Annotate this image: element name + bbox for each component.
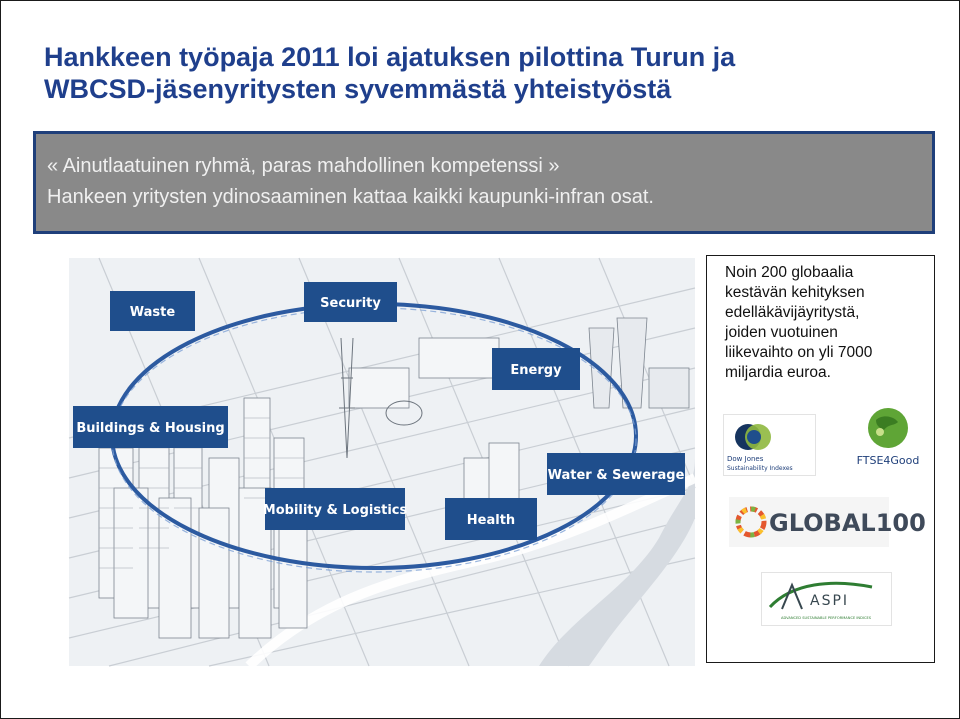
global100-wheel-icon: [729, 497, 926, 547]
svg-text:Mobility & Logistics: Mobility & Logistics: [262, 503, 408, 518]
city-infrastructure-diagram: [69, 258, 695, 666]
dow-jones-circles-icon: [724, 415, 815, 475]
svg-text:GLOBAL100: GLOBAL100: [769, 509, 926, 537]
ftse-globe-icon: [850, 406, 927, 468]
panel-text-line: liikevaihto on yli 7000: [725, 344, 873, 361]
city-illustration: [69, 258, 695, 666]
label-health: [445, 498, 537, 540]
label-buildings: [73, 406, 228, 448]
svg-text:Water & Sewerage: Water & Sewerage: [547, 468, 685, 483]
svg-text:Waste: Waste: [129, 305, 176, 320]
svg-text:Dow Jones: Dow Jones: [727, 455, 764, 463]
label-mobility: [263, 488, 408, 530]
panel-text-line: Noin 200 globaalia: [725, 264, 854, 281]
aspi-logo: [761, 572, 892, 626]
panel-text-line: edelläkävijäyritystä,: [725, 304, 860, 321]
panel-text-line: kestävän kehityksen: [725, 284, 865, 301]
svg-text:ASPI: ASPI: [810, 593, 850, 609]
quote-subline: Hankeen yritysten ydinosaaminen kattaa kaikki kaupunki-infran osat.: [47, 186, 654, 208]
svg-text:Security: Security: [320, 296, 381, 311]
panel-text-line: miljardia euroa.: [725, 364, 831, 381]
label-energy: [492, 348, 580, 390]
slide-title: [44, 41, 924, 105]
aspi-swoosh-icon: [762, 573, 891, 625]
title-line-1: Hankkeen työpaja 2011 loi ajatuksen pilottina Turun ja: [44, 42, 736, 72]
global100-logo: [729, 497, 926, 547]
svg-text:ADVANCED SUSTAINABLE PERFORMAN: ADVANCED SUSTAINABLE PERFORMANCE INDICES: [780, 616, 872, 620]
svg-text:Energy: Energy: [510, 363, 562, 378]
label-water: [547, 453, 685, 495]
svg-text:Buildings & Housing: Buildings & Housing: [76, 421, 225, 436]
member-info-panel: [706, 255, 935, 663]
label-security: [304, 282, 397, 322]
quote-box: [33, 131, 935, 234]
svg-text:FTSE4Good: FTSE4Good: [856, 454, 920, 467]
quote-line: « Ainutlaatuinen ryhmä, paras mahdollinen kompetenssi »: [47, 155, 560, 177]
dow-jones-logo: [723, 414, 816, 476]
svg-text:Sustainability Indexes: Sustainability Indexes: [727, 465, 793, 472]
svg-text:Health: Health: [466, 513, 516, 528]
title-line-2: WBCSD-jäsenyritysten syvemmästä yhteistyöstä: [44, 74, 672, 104]
label-waste: [110, 291, 195, 331]
panel-text-line: joiden vuotuinen: [725, 324, 838, 341]
ftse4good-logo: [850, 406, 927, 468]
member-info-text: [725, 263, 930, 383]
